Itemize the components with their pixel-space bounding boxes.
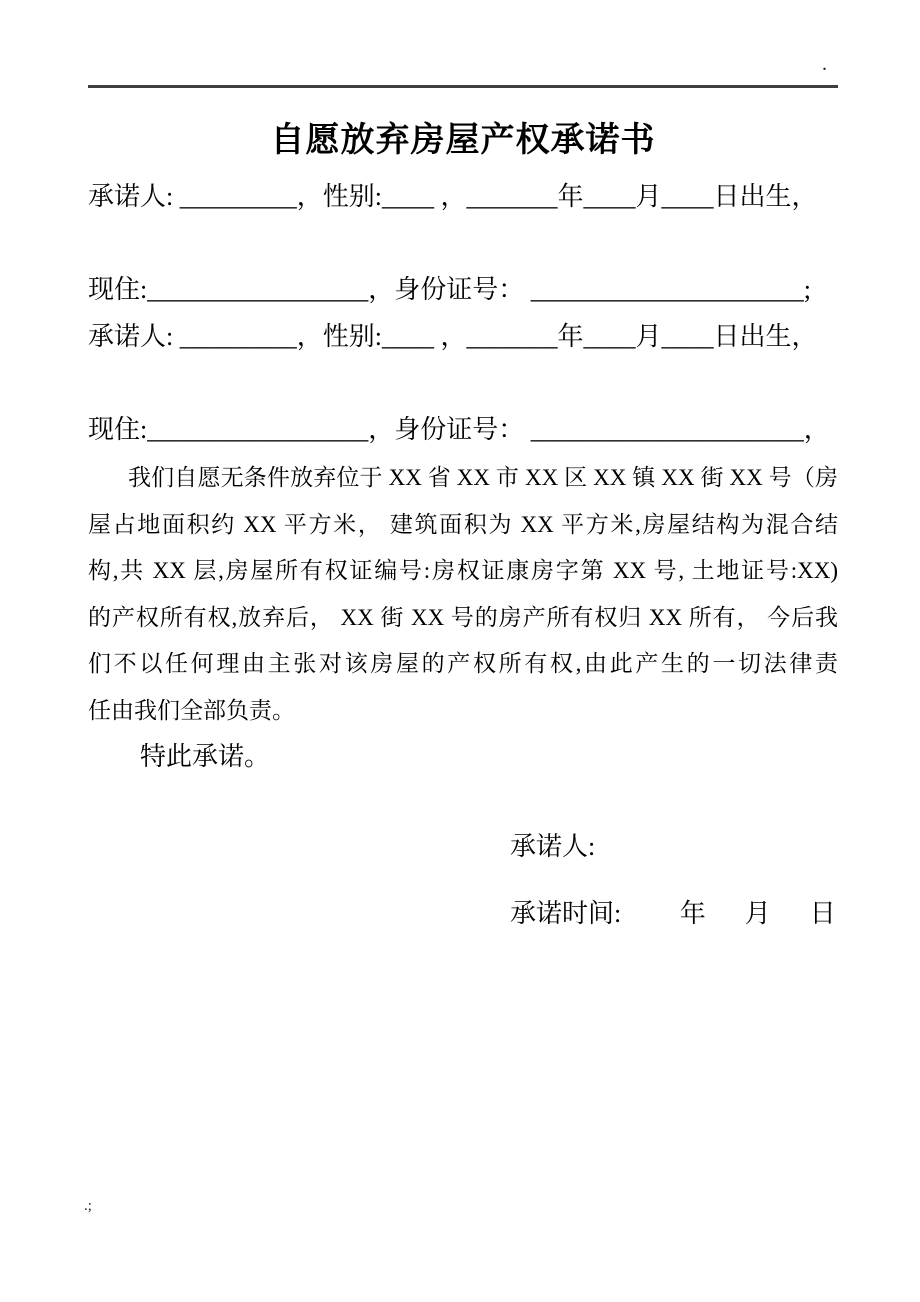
paragraph-line: 我们自愿无条件放弃位于 XX 省 XX 市 XX 区 XX 镇 XX 街 XX 号（房	[128, 465, 838, 490]
form-line-address-2: 现住:_________________，身份证号： _____________________，	[88, 414, 830, 444]
footer-mark: .;	[84, 1198, 92, 1214]
document-title: 自愿放弃房屋产权承诺书	[270, 121, 656, 159]
paragraph-line: 任由我们全部负责。	[88, 697, 295, 723]
paragraph-line: 屋占地面积约 XX 平方米， 建筑面积为 XX 平方米,房屋结构为混合结	[88, 511, 838, 537]
paragraph-line: 们不以任何理由主张对该房屋的产权所有权,由此产生的一切法律责	[88, 651, 838, 676]
paragraph-line: 的产权所有权,放弃后， XX 街 XX 号的房产所有权归 XX 所有， 今后我	[88, 604, 838, 630]
signature-date-line: 承诺时间: 年 月 日	[510, 899, 836, 928]
signature-name-label: 承诺人:	[510, 831, 596, 861]
document-body	[0, 117, 920, 938]
header-dot: .	[822, 53, 827, 75]
form-line-address-1: 现住:_________________，身份证号： _____________________;	[88, 275, 811, 304]
form-line-declarant-2: 承诺人: _________，性别:____ ，_______年____月____日出生，	[88, 321, 818, 351]
form-line-declarant-1: 承诺人: _________，性别:____ ，_______年____月____日出生，	[88, 182, 818, 211]
header-rule	[88, 85, 838, 88]
closing-statement: 特此承诺。	[140, 742, 271, 771]
commitment-paragraph	[88, 455, 838, 734]
paragraph-line: 构,共 XX 层,房屋所有权证编号:房权证康房字第 XX 号, 土地证号:XX)	[88, 558, 838, 583]
